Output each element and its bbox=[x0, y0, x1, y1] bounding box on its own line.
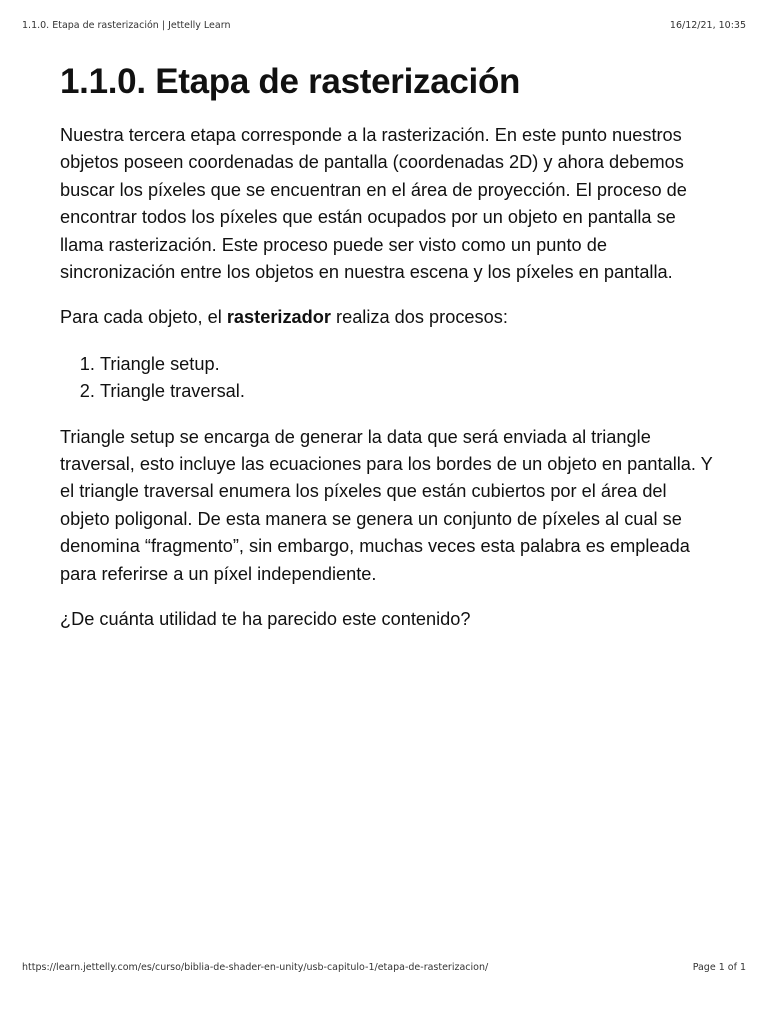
print-header-datetime: 16/12/21, 10:35 bbox=[669, 20, 746, 31]
list-item: 1. Triangle setup. bbox=[100, 351, 720, 378]
list-item: 2. Triangle traversal. bbox=[100, 378, 720, 405]
rasterizer-term: rasterizador bbox=[226, 307, 331, 328]
print-footer bbox=[22, 962, 746, 976]
article-content bbox=[60, 58, 720, 634]
paragraph-triangle-setup: Triangle setup se encarga de generar la data que será enviada al triangle traversal, esto incluye las ecuaciones para los bordes de un objeto en pantalla. Y el triangle traversal enumera los píxeles que están cubiertos por el área del objeto poligonal. De esta manera se genera un conjunto de píxeles al cual se denomina “fragmento”, sin embargo, muchas veces esta palabra es empleada para referirse a un píxel independiente. bbox=[60, 426, 713, 584]
paragraph-processes bbox=[60, 304, 720, 331]
page-title: 1.1.0. Etapa de rasterización bbox=[60, 62, 521, 101]
paragraph-processes-start: Para cada objeto, el bbox=[60, 307, 227, 328]
process-list bbox=[60, 351, 720, 406]
paragraph-intro: Nuestra tercera etapa corresponde a la rasterización. En este punto nuestros objetos poseen coordenadas de pantalla (coordenadas 2D) y ahora debemos buscar los píxeles que se encuentran en el área de proyección. El proceso de encontrar todos los píxeles que están ocupados por un objeto en pantalla se llama rasterización. Este proceso puede ser visto como un punto de sincronización entre los objetos en nuestra escena y los píxeles en pantalla. bbox=[60, 125, 687, 283]
paragraph-processes-end: realiza dos procesos: bbox=[330, 307, 508, 328]
print-footer-url[interactable]: https://learn.jettelly.com/es/curso/biblia-de-shader-en-unity/usb-capitulo-1/etapa-de-rasterizacion/ bbox=[22, 962, 489, 973]
print-footer-page-number: Page 1 of 1 bbox=[692, 962, 746, 973]
feedback-question: ¿De cuánta utilidad te ha parecido este contenido? bbox=[60, 609, 471, 630]
print-header bbox=[22, 20, 746, 34]
print-header-title: 1.1.0. Etapa de rasterización | Jettelly Learn bbox=[22, 20, 231, 31]
